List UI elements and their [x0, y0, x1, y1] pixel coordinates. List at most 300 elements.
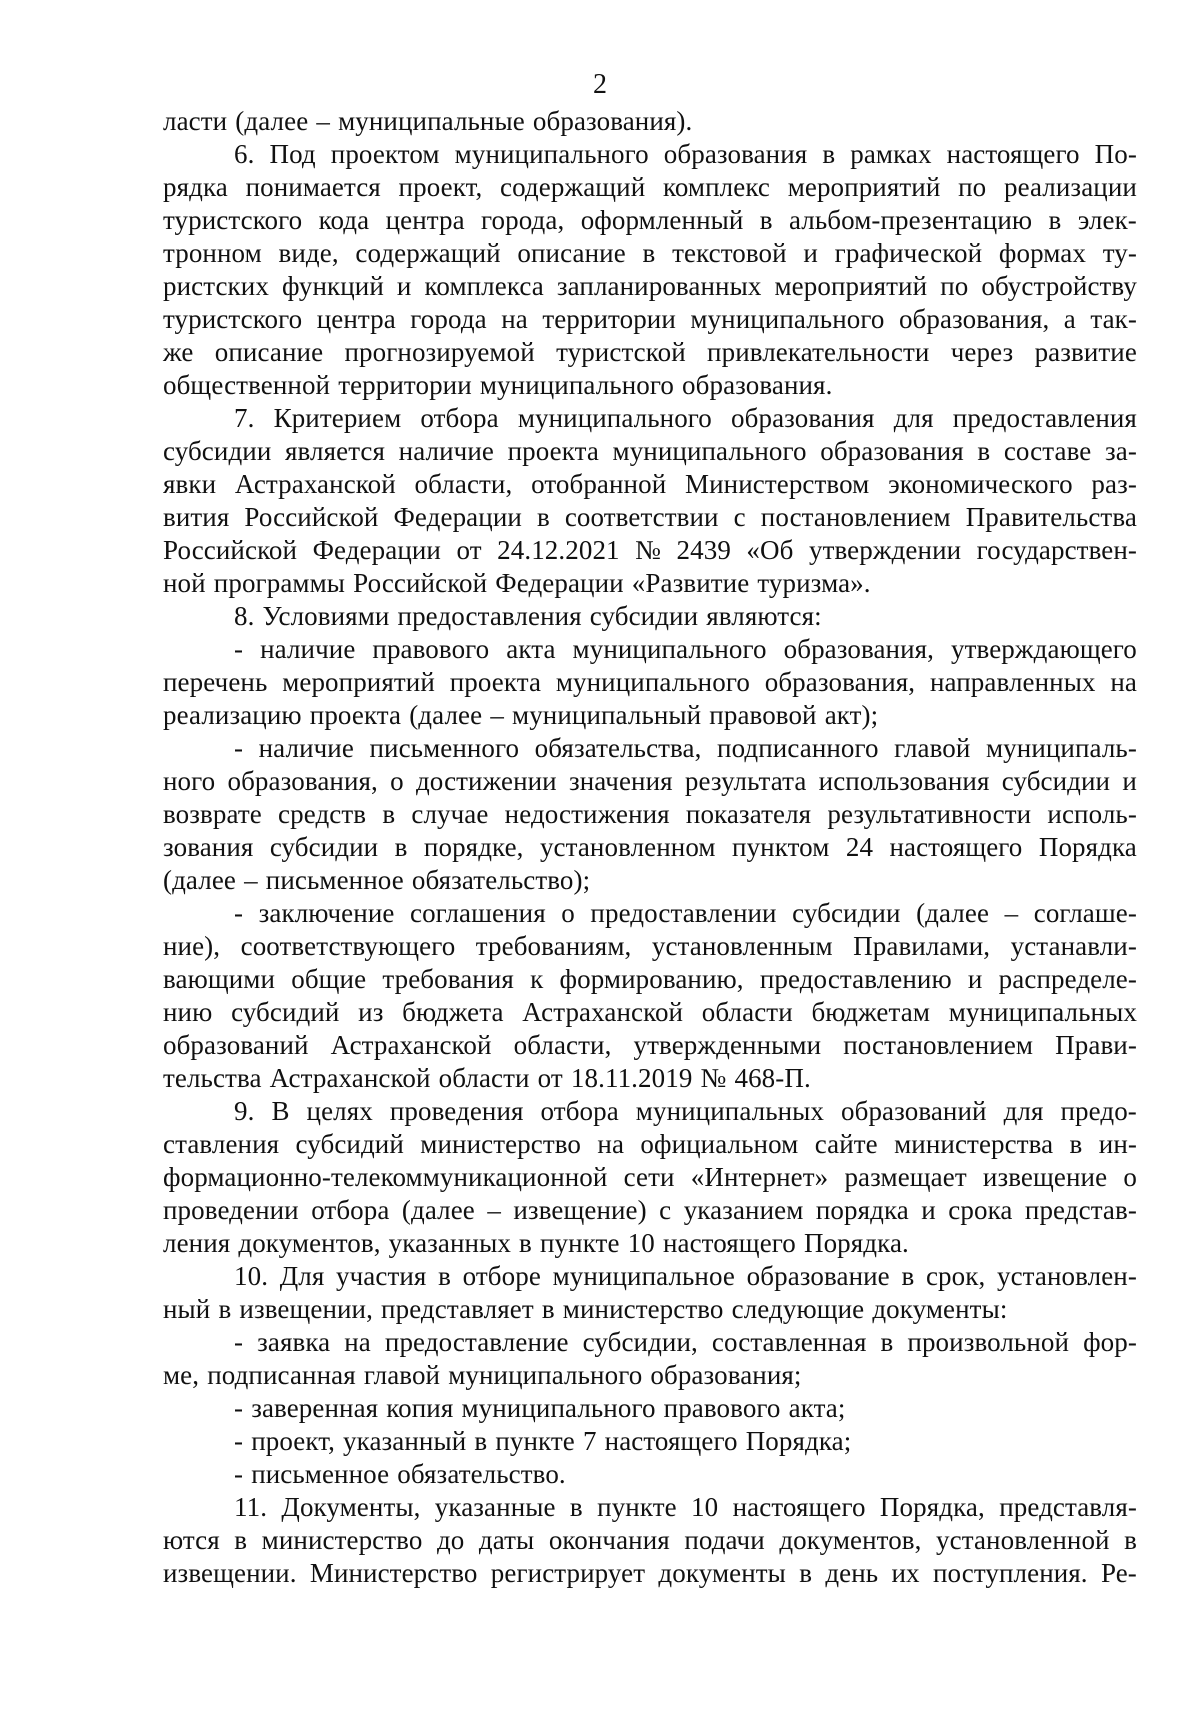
word: Российской: [244, 502, 379, 532]
word: правового: [372, 634, 490, 664]
word: комплекса: [424, 271, 544, 301]
word: –: [244, 865, 258, 895]
word: Правилами,: [853, 931, 991, 961]
word: мероприятий: [787, 172, 941, 202]
word: направленных: [929, 667, 1096, 697]
word: соответствующего: [240, 931, 456, 961]
word: размещает: [844, 1162, 967, 1192]
word: субсидий: [231, 997, 340, 1027]
word: извещении.: [163, 1558, 297, 1588]
word: ласти: [163, 106, 228, 136]
word: территории: [338, 370, 472, 400]
word: в: [1124, 1525, 1137, 1555]
word: указанный: [343, 1426, 467, 1456]
word: предоставлению: [759, 964, 952, 994]
word: составе: [1003, 436, 1092, 466]
word: о: [561, 898, 575, 928]
word: №: [700, 1063, 727, 1093]
word: правового: [663, 1393, 781, 1423]
word: раз-: [1091, 469, 1137, 499]
word: формационно-телекоммуникационной: [163, 1162, 608, 1192]
word: муниципального: [612, 436, 807, 466]
word: документы:: [872, 1294, 1008, 1324]
word: правовой: [709, 700, 817, 730]
word: рамках: [850, 139, 932, 169]
text-line: [163, 633, 1137, 666]
word: (далее: [409, 700, 483, 730]
word: поступления.: [932, 1558, 1088, 1588]
word: явки: [163, 469, 217, 499]
word: соответствии: [564, 502, 719, 532]
word: образования).: [532, 106, 693, 136]
word: предоставления: [397, 601, 582, 631]
word: 9.: [234, 1096, 255, 1126]
word: предоставления: [952, 403, 1137, 433]
word: Ре-: [1100, 1558, 1137, 1588]
page-number: 2: [593, 69, 607, 100]
word: запланированных: [556, 271, 762, 301]
word: «Интернет»: [690, 1162, 829, 1192]
word: главой: [894, 733, 971, 763]
text-line: [163, 468, 1137, 501]
word: показателя: [685, 799, 812, 829]
word: Министерством: [685, 469, 870, 499]
word: мероприятий: [282, 667, 435, 697]
word: установленной: [936, 1525, 1110, 1555]
word: туристского: [163, 304, 303, 334]
word: акт);: [824, 700, 879, 730]
word: (далее: [235, 106, 309, 136]
text-line: [163, 567, 1137, 600]
word: Прави-: [1055, 1030, 1137, 1060]
text-line: [163, 996, 1137, 1029]
word: же: [163, 337, 194, 367]
word: 24: [845, 832, 874, 862]
word: В: [271, 1096, 290, 1126]
word: проектом: [330, 139, 440, 169]
word: образования,: [227, 766, 378, 796]
text-line: [163, 1062, 1137, 1095]
word: акта;: [788, 1393, 846, 1423]
word: срок,: [925, 1261, 986, 1291]
text-line: [163, 930, 1137, 963]
word: министерство: [261, 1525, 423, 1555]
word: обязательства,: [534, 733, 702, 763]
word: участия: [336, 1261, 427, 1291]
word: порядка: [815, 1195, 909, 1225]
word: результативности: [827, 799, 1032, 829]
word: официальном: [640, 1129, 799, 1159]
word: сайте: [814, 1129, 878, 1159]
word: указанных: [388, 1228, 511, 1258]
word: для: [1003, 1096, 1044, 1126]
word: бюджета: [402, 997, 504, 1027]
word: города: [410, 304, 487, 334]
word: даты: [478, 1525, 535, 1555]
word: Астраханской: [269, 1063, 431, 1093]
word: письменное: [265, 865, 404, 895]
word: министерства: [894, 1129, 1054, 1159]
text-line: [163, 1458, 1137, 1491]
word: кода: [318, 205, 370, 235]
word: пункте: [495, 1426, 575, 1456]
word: программы: [213, 568, 346, 598]
text-line: [163, 732, 1137, 765]
word: к: [530, 964, 544, 994]
word: муниципального: [690, 304, 885, 334]
word: требования: [382, 964, 514, 994]
word: срока: [948, 1195, 1013, 1225]
word: настоящего: [732, 1492, 866, 1522]
word: образование: [746, 1261, 890, 1291]
word: наличие: [398, 436, 494, 466]
word: –: [490, 700, 504, 730]
word: наличие: [260, 634, 356, 664]
word: 7.: [234, 403, 255, 433]
word: установлен-: [997, 1261, 1137, 1291]
word: общественной: [163, 370, 331, 400]
word: средств: [278, 799, 367, 829]
word: соглаше-: [1033, 898, 1137, 928]
word: и: [396, 271, 412, 301]
word: бюджетам: [811, 997, 931, 1027]
word: муниципальные: [338, 106, 525, 136]
word: Правительства: [965, 502, 1137, 532]
word: Условиями: [262, 601, 390, 631]
word: 468-П.: [734, 1063, 811, 1093]
word: обязательство.: [397, 1459, 566, 1489]
word: -: [234, 1459, 244, 1489]
word: развитие: [1034, 337, 1137, 367]
word: и: [803, 238, 818, 268]
word: отбора: [420, 403, 499, 433]
word: муниципаль-: [985, 733, 1137, 763]
word: 7: [582, 1426, 597, 1456]
word: муниципальных: [635, 1096, 825, 1126]
word: подписанная: [207, 1360, 356, 1390]
word: в: [382, 799, 396, 829]
text-line: [163, 171, 1137, 204]
word: о: [390, 766, 404, 796]
word: муниципального: [461, 1393, 656, 1423]
word: так-: [1090, 304, 1137, 334]
word: реализации: [1003, 172, 1137, 202]
word: текстовой: [672, 238, 787, 268]
word: Федерации: [393, 502, 522, 532]
text-line: [163, 534, 1137, 567]
word: случае: [411, 799, 489, 829]
word: Критерием: [273, 403, 402, 433]
word: ются: [163, 1525, 220, 1555]
word: предо-: [1060, 1096, 1137, 1126]
text-line: [163, 138, 1137, 171]
text-line: [163, 303, 1137, 336]
word: является: [285, 436, 386, 466]
word: установленным: [651, 931, 833, 961]
word: отборе: [462, 1261, 541, 1291]
word: в: [438, 1261, 451, 1291]
word: письменное: [251, 1459, 390, 1489]
word: проекта: [507, 436, 599, 466]
word: образования: [731, 403, 875, 433]
word: в: [474, 1426, 488, 1456]
word: а: [1063, 304, 1076, 334]
word: территории: [542, 304, 676, 334]
word: ного: [163, 766, 216, 796]
text-line: [163, 1227, 1137, 1260]
text-line: [163, 1161, 1137, 1194]
word: туристского: [163, 205, 303, 235]
word: субсидий: [295, 1129, 404, 1159]
word: на: [1110, 667, 1137, 697]
word: области,: [513, 1030, 612, 1060]
word: области: [438, 1063, 530, 1093]
word: извещение: [982, 1162, 1108, 1192]
word: главой: [363, 1360, 441, 1390]
word: 10: [691, 1492, 719, 1522]
word: –: [316, 106, 330, 136]
word: перечень: [163, 667, 268, 697]
word: ин-: [1098, 1129, 1137, 1159]
word: министерство: [562, 1294, 724, 1324]
text-line: [163, 105, 1137, 138]
word: сети: [623, 1162, 675, 1192]
word: Федерации: [312, 535, 441, 565]
word: Под: [269, 139, 316, 169]
word: туризма».: [757, 568, 871, 598]
word: –: [1004, 898, 1019, 928]
word: описание: [517, 238, 626, 268]
word: настоящего: [889, 832, 1023, 862]
word: 11.: [234, 1492, 268, 1522]
word: пунктом: [732, 832, 830, 862]
word: –: [487, 1195, 501, 1225]
word: копия: [386, 1393, 454, 1423]
text-line: [163, 864, 1137, 897]
text-line: [163, 1029, 1137, 1062]
word: муниципального: [454, 139, 649, 169]
word: субсидии: [1001, 766, 1111, 796]
text-line: [163, 1260, 1137, 1293]
word: ной: [163, 568, 206, 598]
word: 24.12.2021: [497, 535, 620, 565]
word: экономического: [888, 469, 1073, 499]
word: отобранной: [531, 469, 667, 499]
word: целях: [306, 1096, 373, 1126]
word: в: [977, 436, 991, 466]
word: формах: [998, 238, 1086, 268]
text-line: [163, 1425, 1137, 1458]
word: в: [822, 139, 836, 169]
text-line: [163, 270, 1137, 303]
word: субсидии: [589, 601, 699, 631]
word: окончания: [548, 1525, 670, 1555]
word: устанавли-: [1010, 931, 1137, 961]
word: составленная: [711, 1327, 867, 1357]
word: Российской: [163, 535, 298, 565]
word: указанием: [683, 1195, 804, 1225]
word: извещении,: [239, 1294, 373, 1324]
word: настоящего: [604, 1426, 738, 1456]
word: проекта: [309, 700, 402, 730]
word: -: [234, 634, 244, 664]
word: муниципальный: [512, 700, 702, 730]
text-line: [163, 1326, 1137, 1359]
text-line: [163, 435, 1137, 468]
word: на: [344, 1327, 371, 1357]
word: в: [880, 1327, 894, 1357]
word: в: [901, 1261, 915, 1291]
word: министерство: [420, 1129, 582, 1159]
word: ние),: [163, 931, 221, 961]
word: вития: [163, 502, 230, 532]
word: центра: [316, 304, 396, 334]
word: представляет: [381, 1294, 534, 1324]
word: центра: [385, 205, 465, 235]
text-line: [163, 666, 1137, 699]
text-line: [163, 1491, 1137, 1524]
word: документов,: [779, 1525, 922, 1555]
word: муниципальное: [552, 1261, 735, 1291]
word: (далее: [163, 865, 236, 895]
word: их: [891, 1558, 920, 1588]
word: описание: [214, 337, 324, 367]
word: в: [541, 1294, 555, 1324]
text-line: [163, 369, 1137, 402]
word: туристской: [556, 337, 686, 367]
text-line: [163, 1128, 1137, 1161]
word: документов,: [238, 1228, 381, 1258]
text-line: [163, 1524, 1137, 1557]
word: проект,: [398, 172, 483, 202]
word: -: [234, 1393, 244, 1423]
word: 2439: [676, 535, 731, 565]
word: с: [659, 1195, 672, 1225]
word: заявка: [257, 1327, 331, 1357]
word: за-: [1104, 436, 1137, 466]
word: использования: [818, 766, 990, 796]
word: требованиям,: [475, 931, 632, 961]
text-line: [163, 237, 1137, 270]
word: образования,: [764, 667, 916, 697]
word: следующие: [731, 1294, 865, 1324]
word: и: [967, 964, 983, 994]
text-line: [163, 501, 1137, 534]
word: в: [799, 1558, 813, 1588]
word: день: [825, 1558, 879, 1588]
text-line: [163, 600, 1137, 633]
word: ления: [163, 1228, 231, 1258]
word: исполь-: [1047, 799, 1137, 829]
word: через: [950, 337, 1014, 367]
word: 6.: [234, 139, 255, 169]
text-line: [163, 963, 1137, 996]
word: Астраханской: [522, 997, 684, 1027]
word: подписанного: [717, 733, 879, 763]
word: распределе-: [998, 964, 1137, 994]
word: произвольной: [907, 1327, 1070, 1357]
word: наличие: [258, 733, 354, 763]
text-line: [163, 765, 1137, 798]
word: фор-: [1083, 1327, 1137, 1357]
word: результата: [684, 766, 807, 796]
word: тельства: [163, 1063, 262, 1093]
word: утвержденными: [633, 1030, 822, 1060]
word: Порядка;: [745, 1426, 852, 1456]
word: Порядка: [1038, 832, 1137, 862]
word: порядке,: [423, 832, 524, 862]
word: отбора: [311, 1195, 390, 1225]
word: субсидии: [163, 436, 272, 466]
word: образования.: [682, 370, 833, 400]
word: для: [893, 403, 934, 433]
word: проекта: [449, 667, 542, 697]
word: о: [1123, 1162, 1137, 1192]
word: пункте: [597, 1492, 677, 1522]
word: реализацию: [163, 700, 302, 730]
document-body: [163, 105, 1137, 1590]
word: субсидии,: [582, 1327, 698, 1357]
word: 10.: [234, 1261, 269, 1291]
word: ту-: [1102, 238, 1137, 268]
word: муниципального: [555, 667, 750, 697]
word: виде,: [278, 238, 339, 268]
word: Российской: [353, 568, 488, 598]
word: в: [1069, 1129, 1083, 1159]
word: образований: [163, 1030, 309, 1060]
word: вающими: [163, 964, 276, 994]
word: -: [234, 1426, 244, 1456]
word: настоящего: [662, 1228, 796, 1258]
word: в: [218, 1294, 232, 1324]
word: от: [537, 1063, 563, 1093]
word: указанные: [434, 1492, 556, 1522]
word: субсидии: [792, 898, 901, 928]
word: элек-: [1077, 205, 1137, 235]
word: Порядка,: [879, 1492, 985, 1522]
word: образования,: [898, 304, 1050, 334]
word: регистрирует: [490, 1558, 646, 1588]
word: обязательство);: [411, 865, 591, 895]
text-line: [163, 402, 1137, 435]
word: образования;: [650, 1360, 802, 1390]
word: (далее: [916, 898, 990, 928]
word: муниципального: [572, 634, 767, 664]
word: образования: [820, 436, 964, 466]
word: оформленный: [580, 205, 744, 235]
text-line: [163, 336, 1137, 369]
text-line: [163, 204, 1137, 237]
word: города,: [481, 205, 565, 235]
word: проведении: [163, 1195, 299, 1225]
text-line: [163, 1359, 1137, 1392]
word: в: [536, 502, 550, 532]
word: в: [759, 205, 773, 235]
word: и: [1122, 766, 1137, 796]
word: -: [234, 733, 244, 763]
word: нию: [163, 997, 213, 1027]
word: недостижения: [504, 799, 670, 829]
word: в: [394, 832, 408, 862]
word: Астраханской: [234, 469, 396, 499]
word: в: [519, 1228, 532, 1258]
word: акта: [506, 634, 556, 664]
word: прогнозируемой: [344, 337, 535, 367]
word: в: [234, 1525, 248, 1555]
word: «Об: [746, 535, 794, 565]
word: письменного: [369, 733, 520, 763]
word: на: [501, 304, 528, 334]
